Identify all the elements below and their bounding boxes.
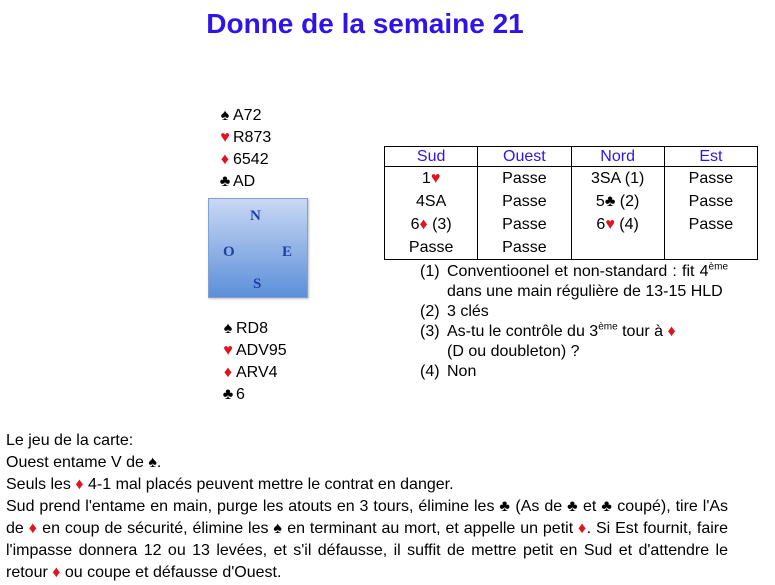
compass-west: O bbox=[223, 244, 235, 260]
bidding-row bbox=[385, 190, 758, 213]
bid-level: 6 bbox=[410, 215, 420, 233]
bidding-row bbox=[385, 236, 758, 260]
note-text bbox=[447, 322, 728, 362]
note-text-part: dans une main régulière de 13-15 HLD bbox=[447, 283, 723, 300]
diamond-icon: ♦ bbox=[52, 564, 61, 581]
play-heading: Le jeu de la carte: bbox=[6, 432, 134, 449]
compass-rose bbox=[208, 198, 308, 298]
diamond-icon: ♦ bbox=[667, 323, 676, 340]
note-text: Non bbox=[447, 363, 477, 380]
spade-icon: ♠ bbox=[148, 454, 157, 471]
note-2 bbox=[420, 302, 728, 322]
play-text: 4-1 mal placés peuvent mettre le contrat en danger. bbox=[83, 476, 454, 493]
note-3 bbox=[420, 322, 728, 362]
bid-cell bbox=[571, 190, 664, 213]
note-text-part: (D ou doubleton) ? bbox=[447, 343, 580, 360]
spade-icon: ♠ bbox=[273, 520, 283, 537]
note-number: (3) bbox=[420, 323, 440, 340]
note-text bbox=[447, 262, 728, 302]
bid-level: 1 bbox=[421, 169, 431, 187]
diamond-icon: ♦ bbox=[220, 151, 230, 168]
note-1 bbox=[420, 262, 728, 302]
play-text: en terminant au mort, et appelle un petit bbox=[282, 520, 579, 537]
bid-cell: 3SA (1) bbox=[571, 167, 664, 191]
diamond-icon: ♦ bbox=[578, 520, 587, 537]
play-text: coupé), tire l'As de bbox=[6, 498, 729, 537]
heart-icon: ♥ bbox=[430, 169, 441, 187]
south-diamonds-cards: ARV4 bbox=[236, 364, 278, 381]
play-danger bbox=[6, 474, 728, 496]
bid-note: (3) bbox=[427, 215, 452, 233]
bid-cell bbox=[571, 236, 664, 260]
north-clubs-cards: AD bbox=[233, 173, 256, 190]
bid-note: (2) bbox=[615, 192, 640, 210]
bid-cell: Passe bbox=[478, 213, 571, 236]
play-text: . bbox=[156, 454, 162, 471]
superscript: ème bbox=[708, 261, 728, 273]
bid-cell: Passe bbox=[478, 236, 571, 260]
bid-cell: Passe bbox=[664, 190, 757, 213]
note-number: (4) bbox=[420, 363, 440, 380]
north-clubs bbox=[217, 171, 271, 193]
header-ouest: Ouest bbox=[478, 147, 571, 167]
note-text-part: tour à bbox=[617, 323, 668, 340]
bid-note: (4) bbox=[614, 215, 639, 233]
bid-cell: Passe bbox=[478, 167, 571, 191]
play-text: et bbox=[578, 498, 602, 515]
bidding-row bbox=[385, 213, 758, 236]
bid-cell bbox=[385, 167, 478, 191]
south-clubs bbox=[220, 384, 287, 406]
bid-cell: Passe bbox=[385, 236, 478, 260]
header-est: Est bbox=[664, 147, 757, 167]
bidding-table bbox=[384, 146, 758, 260]
club-icon: ♣ bbox=[499, 498, 511, 515]
note-number: (2) bbox=[420, 303, 440, 320]
club-icon: ♣ bbox=[222, 386, 234, 403]
compass-east: E bbox=[282, 244, 293, 260]
diamond-icon: ♦ bbox=[75, 476, 84, 493]
spade-icon: ♠ bbox=[220, 107, 230, 124]
north-hearts bbox=[217, 127, 271, 149]
bidding-header-row bbox=[385, 147, 758, 167]
play-text: (As de bbox=[510, 498, 568, 515]
club-icon: ♣ bbox=[601, 498, 613, 515]
south-hand bbox=[220, 318, 287, 406]
north-hand bbox=[217, 105, 271, 193]
bid-cell bbox=[571, 213, 664, 236]
diamond-icon: ♦ bbox=[419, 215, 428, 233]
heart-icon: ♥ bbox=[220, 129, 230, 146]
compass-north: N bbox=[250, 208, 261, 224]
play-text: Sud prend l'entame en main, purge les atouts en 3 tours, élimine les bbox=[6, 498, 500, 515]
north-diamonds-cards: 6542 bbox=[233, 151, 269, 168]
club-icon: ♣ bbox=[219, 173, 231, 190]
play-explanation bbox=[6, 496, 728, 584]
note-4 bbox=[420, 362, 728, 382]
bid-cell bbox=[385, 213, 478, 236]
diamond-icon: ♦ bbox=[28, 520, 38, 537]
page-title: Donne de la semaine 21 bbox=[206, 8, 524, 39]
superscript: ème bbox=[598, 321, 618, 333]
play-text: Seuls les bbox=[6, 476, 76, 493]
spade-icon: ♠ bbox=[223, 320, 233, 337]
north-hearts-cards: R873 bbox=[233, 129, 272, 146]
play-text: ou coupe et défausse d'Ouest. bbox=[60, 564, 282, 581]
play-commentary bbox=[6, 430, 728, 584]
bid-level: 5 bbox=[595, 192, 605, 210]
south-hearts-cards: ADV95 bbox=[236, 342, 287, 359]
diamond-icon: ♦ bbox=[223, 364, 233, 381]
header-sud: Sud bbox=[385, 147, 478, 167]
note-text-part: As-tu le contrôle du 3 bbox=[447, 323, 599, 340]
bid-cell: Passe bbox=[664, 167, 757, 191]
note-text: 3 clés bbox=[447, 303, 489, 320]
north-spades-cards: A72 bbox=[233, 107, 262, 124]
bid-cell: Passe bbox=[664, 213, 757, 236]
bid-level: 6 bbox=[596, 215, 606, 233]
play-lead bbox=[6, 452, 728, 474]
compass-south: S bbox=[253, 276, 262, 292]
bid-cell bbox=[664, 236, 757, 260]
south-clubs-cards: 6 bbox=[236, 386, 245, 403]
heart-icon: ♥ bbox=[223, 342, 233, 359]
club-icon: ♣ bbox=[567, 498, 579, 515]
bid-cell: 4SA bbox=[385, 190, 478, 213]
north-diamonds bbox=[217, 149, 271, 171]
play-text: en coup de sécurité, élimine les bbox=[37, 520, 274, 537]
bidding-notes bbox=[420, 262, 728, 382]
south-spades bbox=[220, 318, 287, 340]
bid-cell: Passe bbox=[478, 190, 571, 213]
play-text: . Si Est fournit, faire l'impasse donnera 12 ou 13 levées, et s'il défausse, il suffit de mettre petit en Sud et d'attendre le retour bbox=[6, 520, 729, 581]
note-number: (1) bbox=[420, 263, 440, 280]
note-text-part: Conventioonel et non-standard : fit 4 bbox=[447, 263, 709, 280]
heart-icon: ♥ bbox=[605, 215, 615, 233]
club-icon: ♣ bbox=[604, 192, 616, 210]
play-text: Ouest entame V de bbox=[6, 454, 149, 471]
bidding-row bbox=[385, 167, 758, 191]
south-diamonds bbox=[220, 362, 287, 384]
header-nord: Nord bbox=[571, 147, 664, 167]
south-spades-cards: RD8 bbox=[236, 320, 269, 337]
south-hearts bbox=[220, 340, 287, 362]
north-spades bbox=[217, 105, 271, 127]
